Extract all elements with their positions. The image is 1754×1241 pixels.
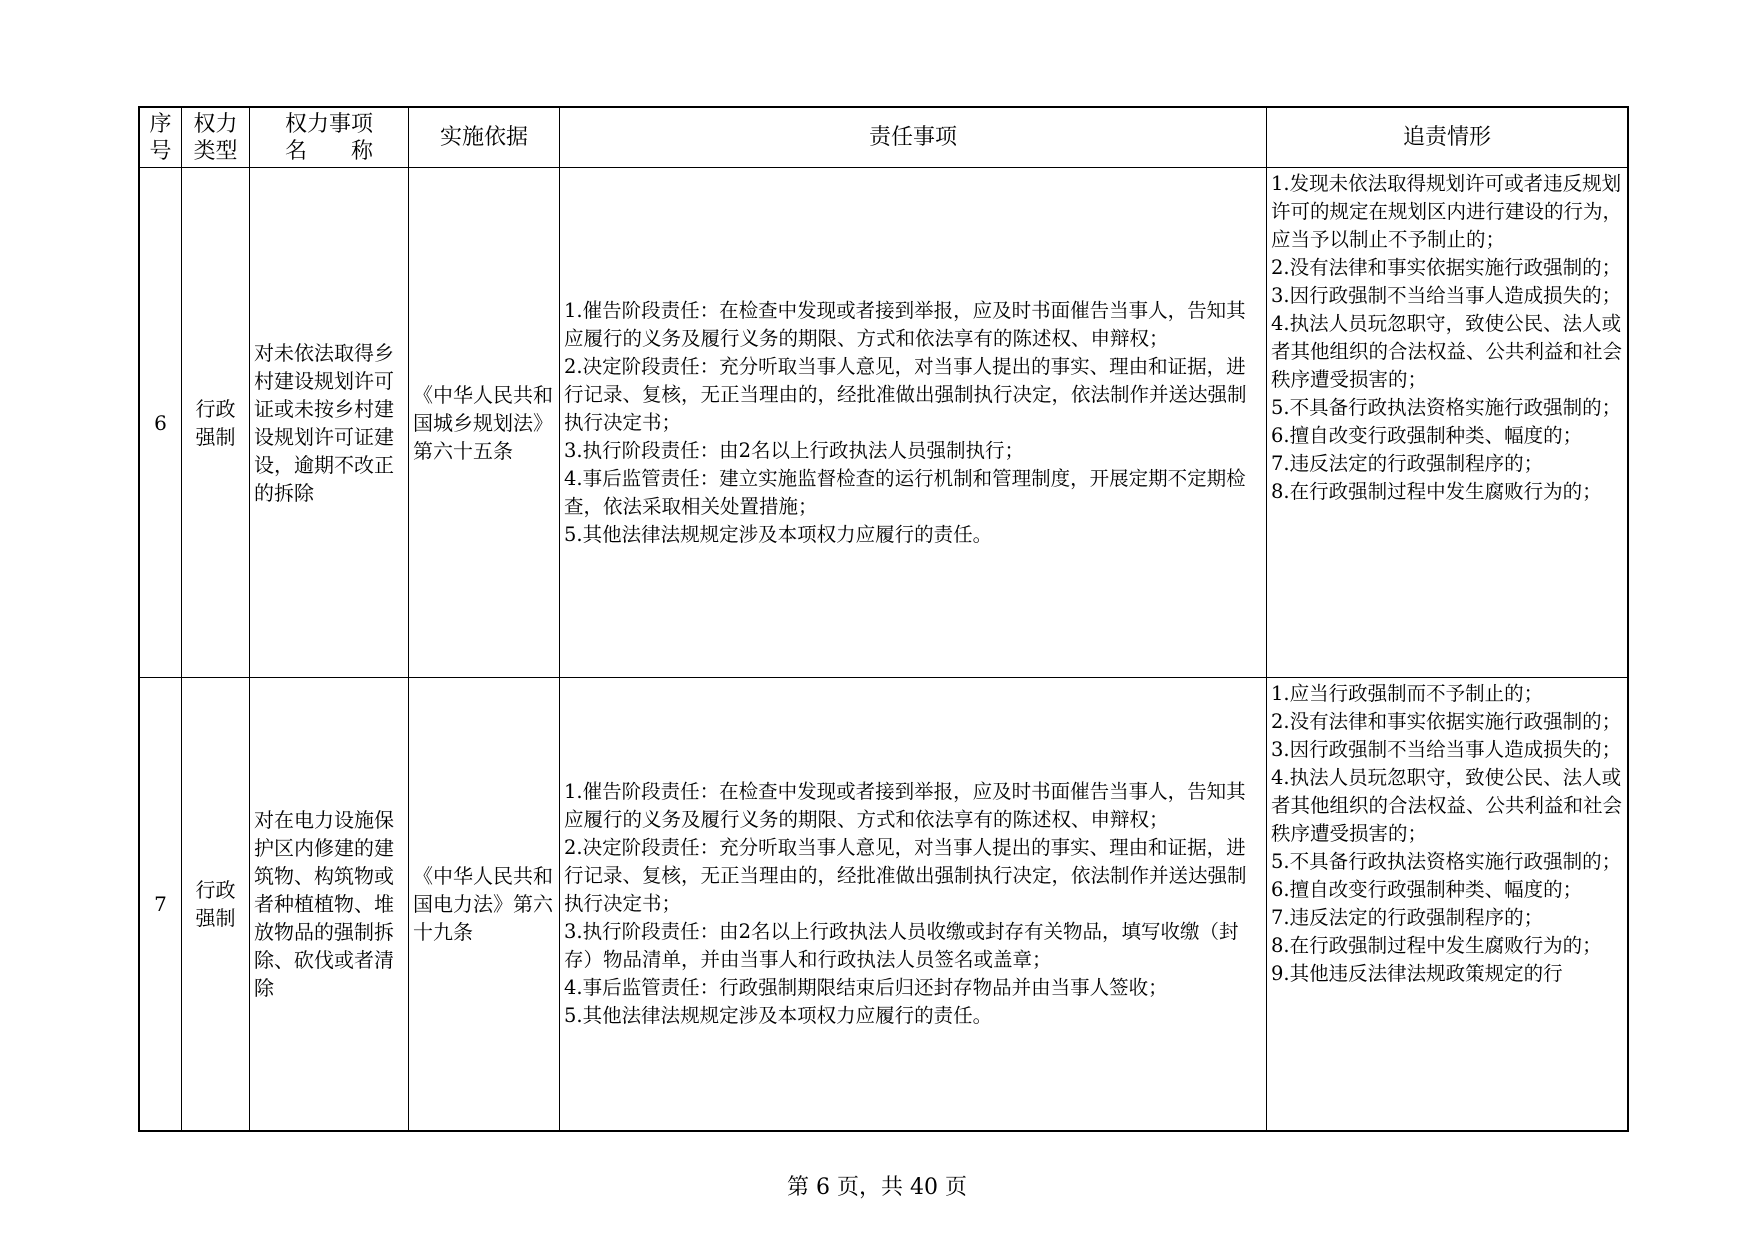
- duty-list: [564, 778, 1262, 1030]
- liability-item: 4.执法人员玩忽职守，致使公民、法人或者其他组织的合法权益、公共利益和社会秩序遭受损害的；: [1271, 766, 1623, 845]
- duty-table: [138, 106, 1629, 1132]
- liability-item: 3.因行政强制不当给当事人造成损失的；: [1271, 284, 1622, 307]
- row-power-name-text: 对未依法取得乡村建设规划许可证或未按乡村建设规划许可证建设，逾期不改正的拆除: [254, 340, 394, 505]
- duty-item: 3.执行阶段责任：由2名以上行政执法人员收缴或封存有关物品，填写收缴（封存）物品清单，并由当事人和行政执法人员签名或盖章；: [564, 920, 1239, 971]
- header-name: 权力事项 名 称: [250, 108, 409, 168]
- duty-item: 4.事后监管责任：建立实施监督检查的运行机制和管理制度，开展定期不定期检查，依法采取相关处置措施；: [564, 466, 1246, 518]
- liability-item: 6.擅自改变行政强制种类、幅度的；: [1271, 424, 1583, 447]
- liability-item: 7.违反法定的行政强制程序的；: [1271, 452, 1544, 475]
- row-power-type: 行政强制: [182, 168, 250, 678]
- liability-list: [1271, 680, 1624, 988]
- duty-list: [564, 297, 1262, 549]
- row-seq: 7: [140, 678, 182, 1130]
- liability-item: 2.没有法律和事实依据实施行政强制的；: [1271, 256, 1622, 279]
- row-seq: 6: [140, 168, 182, 678]
- duty-item: 2.决定阶段责任：充分听取当事人意见，对当事人提出的事实、理由和证据，进行记录、复核，无正当理由的，经批准做出强制执行决定，依法制作并送达强制执行决定书；: [564, 836, 1247, 915]
- liability-item: 9.其他违反法律法规政策规定的行: [1271, 962, 1563, 985]
- row-basis-text: 《中华人民共和国城乡规划法》第六十五条: [413, 382, 553, 463]
- row-basis: [409, 678, 560, 1130]
- header-seq: 序 号: [140, 108, 182, 168]
- liability-list: [1271, 170, 1624, 506]
- liability-item: 4.执法人员玩忽职守，致使公民、法人或者其他组织的合法权益、公共利益和社会秩序遭受损害的；: [1271, 312, 1623, 391]
- row-power-name: [250, 168, 409, 678]
- header-type: 权力 类型: [182, 108, 250, 168]
- liability-item: 5.不具备行政执法资格实施行政强制的；: [1271, 850, 1622, 873]
- duty-item: 4.事后监管责任：行政强制期限结束后归还封存物品并由当事人签收；: [564, 976, 1168, 999]
- header-duty: 责任事项: [560, 108, 1267, 168]
- duty-item: 5.其他法律法规规定涉及本项权力应履行的责任。: [564, 522, 993, 546]
- duty-item: 5.其他法律法规规定涉及本项权力应履行的责任。: [564, 1004, 993, 1027]
- row-basis: [409, 168, 560, 678]
- liability-item: 1.发现未依法取得规划许可或者违反规划许可的规定在规划区内进行建设的行为，应当予以制止不予制止的；: [1271, 172, 1623, 251]
- row-power-name: [250, 678, 409, 1130]
- row-basis-text: 《中华人民共和国电力法》第六十九条: [413, 864, 553, 944]
- duty-item: 2.决定阶段责任：充分听取当事人意见，对当事人提出的事实、理由和证据，进行记录、复核，无正当理由的，经批准做出强制执行决定，依法制作并送达强制执行决定书；: [564, 354, 1247, 434]
- row-power-name-text: 对在电力设施保护区内修建的建筑物、构筑物或者种植植物、堆放物品的强制拆除、砍伐或者清除: [254, 808, 394, 1000]
- liability-item: 6.擅自改变行政强制种类、幅度的；: [1271, 878, 1583, 901]
- header-basis: 实施依据: [409, 108, 560, 168]
- liability-item: 2.没有法律和事实依据实施行政强制的；: [1271, 710, 1622, 733]
- liability-item: 1.应当行政强制而不予制止的；: [1271, 682, 1544, 705]
- liability-item: 5.不具备行政执法资格实施行政强制的；: [1271, 396, 1622, 419]
- row-power-type: 行政强制: [182, 678, 250, 1130]
- row-duties: [560, 678, 1267, 1130]
- duty-item: 1.催告阶段责任：在检查中发现或者接到举报，应及时书面催告当事人，告知其应履行的义务及履行义务的期限、方式和依法享有的陈述权、申辩权；: [564, 780, 1246, 831]
- duty-item: 1.催告阶段责任：在检查中发现或者接到举报，应及时书面催告当事人，告知其应履行的义务及履行义务的期限、方式和依法享有的陈述权、申辩权；: [564, 298, 1246, 350]
- header-liability: 追责情形: [1267, 108, 1627, 168]
- row-duties: [560, 168, 1267, 678]
- row-liabilities: [1267, 168, 1627, 678]
- liability-item: 8.在行政强制过程中发生腐败行为的；: [1271, 934, 1602, 957]
- duty-item: 3.执行阶段责任：由2名以上行政执法人员强制执行；: [564, 438, 1025, 462]
- liability-item: 8.在行政强制过程中发生腐败行为的；: [1271, 480, 1602, 503]
- row-liabilities: [1267, 678, 1627, 1130]
- liability-item: 3.因行政强制不当给当事人造成损失的；: [1271, 738, 1622, 761]
- liability-item: 7.违反法定的行政强制程序的；: [1271, 906, 1544, 929]
- page-footer: 第 6 页，共 40 页: [787, 1175, 967, 1200]
